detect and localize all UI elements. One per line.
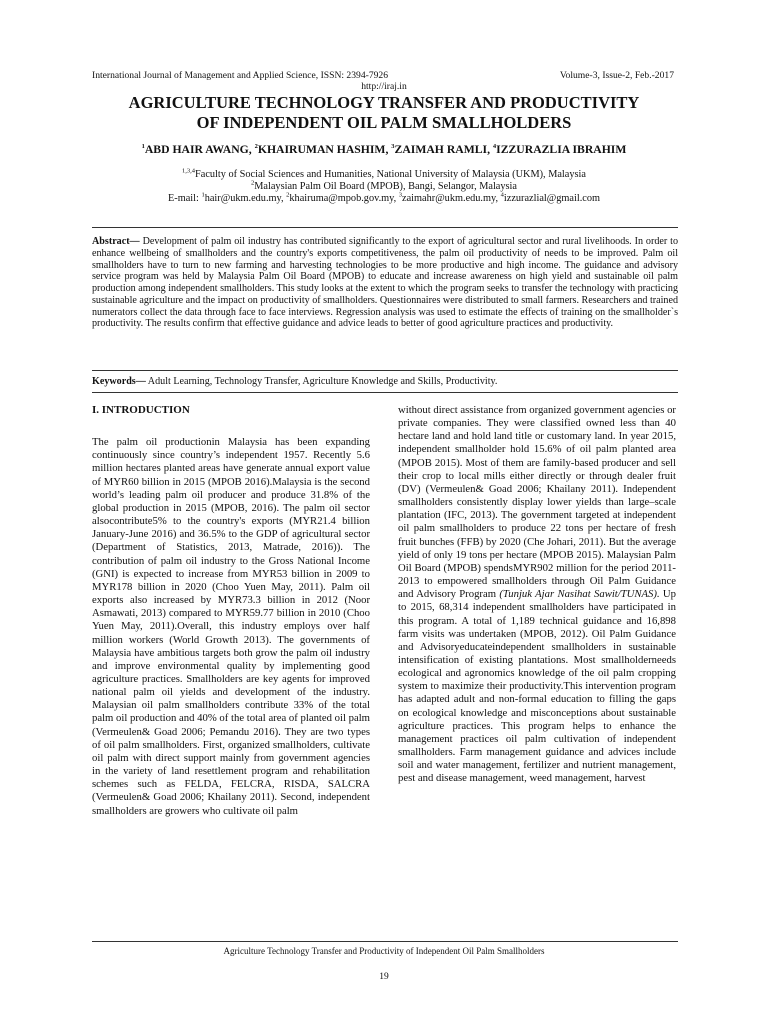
left-column: [92, 404, 370, 818]
journal-url[interactable]: http://iraj.in: [361, 81, 407, 92]
email-address[interactable]: izzurazlial@gmail.com: [503, 193, 601, 204]
program-name: (Tunjuk Ajar Nasihat Sawit/TUNAS).: [499, 588, 660, 601]
affiliation-text: Faculty of Social Sciences and Humanities, National University of Malaysia (UKM), Malaysia: [195, 169, 586, 180]
title-line-2: OF INDEPENDENT OIL PALM SMALLHOLDERS: [196, 113, 572, 132]
author-sup: 3: [391, 143, 395, 151]
author-name: ZAIMAH RAMLI,: [394, 143, 493, 156]
journal-header: International Journal of Management and Applied Science, ISSN: 2394-7926: [92, 70, 389, 81]
body-paragraph: The palm oil productionin Malaysia has been expanding continuously since country’s independent 1957. Recently 5.6 million hectares planted areas have generate annual export value of MYR60 billion in 2015 (MPOB 2016).Malaysia is the second world’s leading palm oil producer and produce 31.8% of the global production in 2015 (MPOB, 2016). The palm oil sector alsocontribute5% to the country's exports (MYR21.4 billion January-June 2016) and 36.5% to the GDP of agricultural sector (Department of Statistics, 2013, Matrade, 2016)). The contribution of palm oil industry to the Gross National Income (GNI) is expected to increase from MYR53 billion in 2009 to MYR178 billion in 2020 (Choo Yuen May, 2011). Palm oil exports also increased by MYR73.3 billion in 2012 (Noor Asmawati, 2013) compared to MYR59.77 billion in 2010 (Choo Yuen May, 2011).Overall, this industry employs over half million workers (World Growth 2013). The governments of Malaysia have ambitious targets both grow the palm oil industry and improve environmental quality by implementing good agriculture practices. Smallholders are key agents for improved national palm oil yields and development of the industry. Malaysian oil palm smallholders contribute 33% of the total palm oil production and 40% of the total area of planted oil palm (Vermeulen& Goad 2006; Pemandu 2016). They are two types of oil palm smallholders. First, organized smallholders, cultivate oil palm with direct support mainly from government agencies in the variety of land resettlement program and rehabilitation schemes such as FELDA, FELCRA, RISDA, SALCRA (Vermeulen& Goad 2006; Khailany 2011). Second, independent smallholders are growers who cultivate oil palm: [92, 436, 370, 817]
author-name: IZZURAZLIA IBRAHIM: [496, 143, 627, 156]
email-sup: 2: [286, 191, 290, 199]
keywords-label: Keywords—: [92, 376, 146, 387]
footer-divider: [92, 941, 678, 942]
title-line-1: AGRICULTURE TECHNOLOGY TRANSFER AND PRODUCTIVITY: [128, 93, 640, 112]
email-line: [60, 193, 708, 204]
email-sup: 3: [398, 191, 403, 199]
email-address[interactable]: hair@ukm.edu.my,: [204, 193, 287, 204]
author-list: [60, 143, 708, 156]
author-name: KHAIRUMAN HASHIM,: [257, 143, 392, 156]
page-number: 19: [379, 972, 389, 982]
email-label: E-mail:: [167, 193, 202, 204]
author-name: ABD HAIR AWANG,: [144, 143, 255, 156]
body-text: Up to 2015, 68,314 independent smallholders have participated in this program. A total of 1,189 technical guidance and 16,898 farm visits was undertaken (MPOB, 2012). Oil Palm Guidance and Advisoryeducateindependent smallholders in sustainable intensification of existing plantations. Most smallholderneeds ecological and agronomics knowledge of the oil palm cropping system to maximize their productivity.This intervention program has adapted adult and non-formal education to filling the gaps on ecological knowledge and misconceptions about sustainable agriculture practices. This program helps to enhance the management practices oil palm cultivation of independent smallholders. Farm management guidance and advices include soil and water management, fertilizer and nutrient management, pest and disease management, weed management, harvest: [398, 588, 676, 785]
keywords-text: Adult Learning, Technology Transfer, Agriculture Knowledge and Skills, Productivity.: [145, 376, 498, 387]
author-sup: 1: [141, 143, 145, 151]
paper-title: [60, 93, 708, 133]
email-address[interactable]: khairuma@mpob.gov.my,: [289, 193, 399, 204]
divider: [92, 392, 678, 393]
section-heading: I. INTRODUCTION: [92, 404, 190, 416]
author-sup: 4: [492, 143, 497, 151]
divider: [92, 227, 678, 228]
affiliation-1: [60, 169, 708, 180]
abstract-text: Development of palm oil industry has contributed significantly to the export of agricultural sector and rural livelihoods. In order to enhance wellbeing of smallholders and the country's exports competitiveness, the palm oil productivity of needs to be improved. Palm oil smallholders have to turn to new farming and harvesting technologies to be more productive and high income. The guidance and advisory service program was held by Malaysia Palm Oil Board (MPOB) to educate and increase awareness on high yield and sustainable oil palm production among independent smallholders. This study looks at the extent to which the program seeks to transfer the technology with practicing sustainable agriculture and the impact on productivity of smallholders. Questionnaires were distributed to small farmers. Researchers and trained numerators collect the data through face to face interviews. Regression analysis was used to estimate the effects of training on the smallholder`s productivity. The results confirm that effective guidance and advice leads to better of good agriculture practices and productivity.: [92, 236, 678, 330]
affiliation-sup: 2: [251, 179, 255, 187]
author-sup: 2: [254, 143, 258, 151]
right-column: [398, 404, 676, 786]
abstract-label: Abstract—: [92, 236, 140, 247]
running-footer: Agriculture Technology Transfer and Productivity of Independent Oil Palm Smallholders: [223, 946, 545, 956]
body-text: without direct assistance from organized government agencies or private companies. They were classified owned less than 40 hectare land and hold land title or customary land. In year 2015, independent smallholder hold 15.6% of oil palm planted area (MPOB 2015). Most of them are family-based producer and sell their crop to local mills either directly or through dealer fruit (DV) (Vermeulen& Goad 2006; Khailany 2011). Independent smallholders consistently display lower yields than large–scale plantation (IFC, 2013). The government targeted at independent oil palm smallholders to produce 22 tons per hectare of fresh fruit bunches (FFB) by 2020 (Che Johari, 2011). But the average yield of only 19 tons per hectare (MPOB 2015). Malaysian Palm Oil Board (MPOB) spendsMYR902 million for the period 2011-2013 to empowered smallholders through Oil Palm Guidance and Advisory Program: [398, 404, 676, 601]
affiliation-text: Malaysian Palm Oil Board (MPOB), Bangi, Selangor, Malaysia: [254, 181, 517, 192]
volume-header: Volume-3, Issue-2, Feb.-2017: [559, 70, 674, 81]
affiliation-2: [60, 181, 708, 192]
email-address[interactable]: zaimahr@ukm.edu.my,: [402, 193, 501, 204]
abstract: [92, 236, 678, 330]
keywords: [92, 376, 678, 388]
email-sup: 1: [201, 191, 205, 199]
affiliation-sup: 1,3,4: [182, 167, 196, 175]
body-paragraph-continued: [398, 404, 676, 786]
email-sup: 4: [500, 191, 504, 199]
divider: [92, 370, 678, 371]
